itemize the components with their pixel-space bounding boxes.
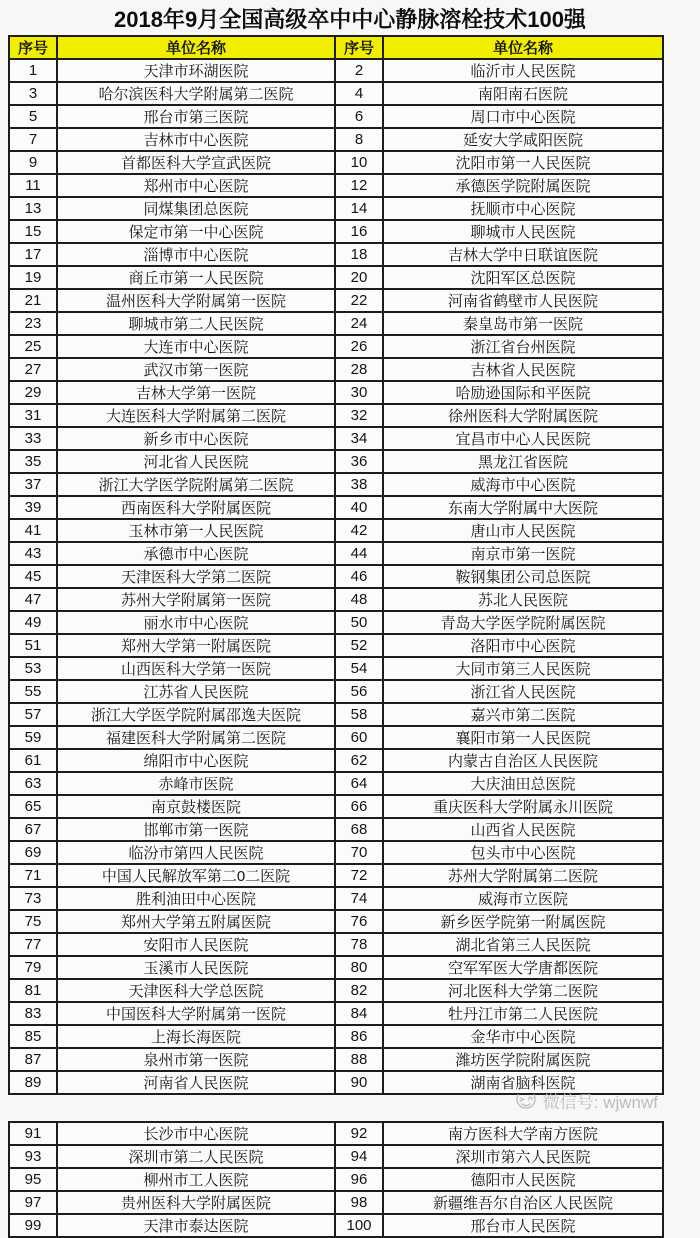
table-row bbox=[9, 59, 663, 82]
rank-cell: 74 bbox=[335, 887, 383, 910]
rank-cell: 54 bbox=[335, 657, 383, 680]
rank-cell: 66 bbox=[335, 795, 383, 818]
rank-cell: 45 bbox=[9, 565, 57, 588]
hospital-name-cell: 郑州大学第五附属医院 bbox=[57, 910, 335, 933]
hospital-name-cell: 邯郸市第一医院 bbox=[57, 818, 335, 841]
hospital-name-cell: 河北省人民医院 bbox=[57, 450, 335, 473]
table-row bbox=[9, 565, 663, 588]
rank-cell: 1 bbox=[9, 59, 57, 82]
rank-cell: 69 bbox=[9, 841, 57, 864]
table-row bbox=[9, 404, 663, 427]
rank-cell: 31 bbox=[9, 404, 57, 427]
hospital-name-cell: 威海市立医院 bbox=[383, 887, 663, 910]
hospital-name-cell: 牡丹江市第二人民医院 bbox=[383, 1002, 663, 1025]
hospital-name-cell: 大连市中心医院 bbox=[57, 335, 335, 358]
hospital-name-cell: 浙江大学医学院附属第二医院 bbox=[57, 473, 335, 496]
rank-cell: 94 bbox=[335, 1145, 383, 1168]
rank-cell: 63 bbox=[9, 772, 57, 795]
hospital-name-cell: 中国人民解放军第二0二医院 bbox=[57, 864, 335, 887]
rank-cell: 24 bbox=[335, 312, 383, 335]
hospital-name-cell: 大同市第三人民医院 bbox=[383, 657, 663, 680]
table-row bbox=[9, 772, 663, 795]
rank-cell: 17 bbox=[9, 243, 57, 266]
hospital-name-cell: 胜利油田中心医院 bbox=[57, 887, 335, 910]
hospital-name-cell: 襄阳市第一人民医院 bbox=[383, 726, 663, 749]
hospital-name-cell: 宜昌市中心人民医院 bbox=[383, 427, 663, 450]
column-header-rank-right: 序号 bbox=[335, 36, 383, 59]
hospital-name-cell: 邢台市人民医院 bbox=[383, 1214, 663, 1237]
rank-cell: 84 bbox=[335, 1002, 383, 1025]
hospital-name-cell: 湖南省脑科医院 bbox=[383, 1071, 663, 1094]
hospital-name-cell: 承德医学院附属医院 bbox=[383, 174, 663, 197]
hospital-name-cell: 潍坊医学院附属医院 bbox=[383, 1048, 663, 1071]
rank-cell: 42 bbox=[335, 519, 383, 542]
rank-cell: 64 bbox=[335, 772, 383, 795]
hospital-name-cell: 温州医科大学附属第一医院 bbox=[57, 289, 335, 312]
hospital-name-cell: 新疆维吾尔自治区人民医院 bbox=[383, 1191, 663, 1214]
hospital-name-cell: 德阳市人民医院 bbox=[383, 1168, 663, 1191]
hospital-name-cell: 南阳南石医院 bbox=[383, 82, 663, 105]
rank-cell: 11 bbox=[9, 174, 57, 197]
hospital-name-cell: 天津医科大学第二医院 bbox=[57, 565, 335, 588]
table-row bbox=[9, 1214, 663, 1237]
table-row bbox=[9, 105, 663, 128]
hospital-name-cell: 江苏省人民医院 bbox=[57, 680, 335, 703]
hospital-name-cell: 唐山市人民医院 bbox=[383, 519, 663, 542]
rank-cell: 40 bbox=[335, 496, 383, 519]
rank-cell: 89 bbox=[9, 1071, 57, 1094]
hospital-name-cell: 上海长海医院 bbox=[57, 1025, 335, 1048]
rank-cell: 30 bbox=[335, 381, 383, 404]
table-row bbox=[9, 979, 663, 1002]
table-row bbox=[9, 243, 663, 266]
rank-cell: 35 bbox=[9, 450, 57, 473]
rank-cell: 78 bbox=[335, 933, 383, 956]
hospital-name-cell: 玉溪市人民医院 bbox=[57, 956, 335, 979]
hospital-name-cell: 天津医科大学总医院 bbox=[57, 979, 335, 1002]
hospital-name-cell: 泉州市第一医院 bbox=[57, 1048, 335, 1071]
hospital-name-cell: 柳州市工人医院 bbox=[57, 1168, 335, 1191]
table-row bbox=[9, 473, 663, 496]
table-row bbox=[9, 933, 663, 956]
rank-cell: 92 bbox=[335, 1122, 383, 1145]
rank-cell: 21 bbox=[9, 289, 57, 312]
table-row bbox=[9, 1191, 663, 1214]
hospital-name-cell: 武汉市第一医院 bbox=[57, 358, 335, 381]
rank-cell: 25 bbox=[9, 335, 57, 358]
rank-cell: 67 bbox=[9, 818, 57, 841]
hospital-name-cell: 包头市中心医院 bbox=[383, 841, 663, 864]
rank-cell: 27 bbox=[9, 358, 57, 381]
hospital-name-cell: 鞍钢集团公司总医院 bbox=[383, 565, 663, 588]
table-row bbox=[9, 496, 663, 519]
table-row bbox=[9, 680, 663, 703]
hospital-name-cell: 嘉兴市第二医院 bbox=[383, 703, 663, 726]
hospital-name-cell: 南京鼓楼医院 bbox=[57, 795, 335, 818]
hospital-name-cell: 新乡医学院第一附属医院 bbox=[383, 910, 663, 933]
hospital-name-cell: 聊城市第二人民医院 bbox=[57, 312, 335, 335]
rank-cell: 96 bbox=[335, 1168, 383, 1191]
table-row bbox=[9, 312, 663, 335]
hospital-name-cell: 新乡市中心医院 bbox=[57, 427, 335, 450]
rank-cell: 87 bbox=[9, 1048, 57, 1071]
rank-cell: 79 bbox=[9, 956, 57, 979]
table-row bbox=[9, 887, 663, 910]
rank-cell: 65 bbox=[9, 795, 57, 818]
table-row bbox=[9, 749, 663, 772]
table-row bbox=[9, 1002, 663, 1025]
rank-cell: 7 bbox=[9, 128, 57, 151]
table-row bbox=[9, 542, 663, 565]
rank-cell: 48 bbox=[335, 588, 383, 611]
table-row bbox=[9, 657, 663, 680]
rank-cell: 70 bbox=[335, 841, 383, 864]
hospital-name-cell: 保定市第一中心医院 bbox=[57, 220, 335, 243]
hospital-name-cell: 秦皇岛市第一医院 bbox=[383, 312, 663, 335]
hospital-name-cell: 哈励逊国际和平医院 bbox=[383, 381, 663, 404]
rank-cell: 28 bbox=[335, 358, 383, 381]
hospital-name-cell: 山西医科大学第一医院 bbox=[57, 657, 335, 680]
hospital-name-cell: 河南省鹤壁市人民医院 bbox=[383, 289, 663, 312]
rank-cell: 73 bbox=[9, 887, 57, 910]
rank-cell: 91 bbox=[9, 1122, 57, 1145]
hospital-name-cell: 河北医科大学第二医院 bbox=[383, 979, 663, 1002]
rank-cell: 36 bbox=[335, 450, 383, 473]
rank-cell: 71 bbox=[9, 864, 57, 887]
table-row bbox=[9, 1145, 663, 1168]
table-row bbox=[9, 1122, 663, 1145]
column-header-rank-left: 序号 bbox=[9, 36, 57, 59]
rank-cell: 38 bbox=[335, 473, 383, 496]
hospital-name-cell: 空军军医大学唐都医院 bbox=[383, 956, 663, 979]
rank-cell: 14 bbox=[335, 197, 383, 220]
rank-cell: 18 bbox=[335, 243, 383, 266]
rank-cell: 57 bbox=[9, 703, 57, 726]
table-row bbox=[9, 335, 663, 358]
table-row bbox=[9, 128, 663, 151]
hospital-name-cell: 东南大学附属中大医院 bbox=[383, 496, 663, 519]
hospital-name-cell: 浙江省人民医院 bbox=[383, 680, 663, 703]
hospital-name-cell: 天津市泰达医院 bbox=[57, 1214, 335, 1237]
rank-cell: 76 bbox=[335, 910, 383, 933]
hospital-name-cell: 西南医科大学附属医院 bbox=[57, 496, 335, 519]
rank-cell: 37 bbox=[9, 473, 57, 496]
rank-cell: 61 bbox=[9, 749, 57, 772]
hospital-name-cell: 周口市中心医院 bbox=[383, 105, 663, 128]
table-row bbox=[9, 818, 663, 841]
rank-cell: 98 bbox=[335, 1191, 383, 1214]
rank-cell: 2 bbox=[335, 59, 383, 82]
hospital-name-cell: 安阳市人民医院 bbox=[57, 933, 335, 956]
hospital-name-cell: 贵州医科大学附属医院 bbox=[57, 1191, 335, 1214]
hospital-name-cell: 天津市环湖医院 bbox=[57, 59, 335, 82]
hospital-name-cell: 河南省人民医院 bbox=[57, 1071, 335, 1094]
hospital-name-cell: 沈阳市第一人民医院 bbox=[383, 151, 663, 174]
rank-cell: 51 bbox=[9, 634, 57, 657]
hospital-name-cell: 临沂市人民医院 bbox=[383, 59, 663, 82]
rank-cell: 19 bbox=[9, 266, 57, 289]
table-row bbox=[9, 266, 663, 289]
hospital-name-cell: 山西省人民医院 bbox=[383, 818, 663, 841]
hospital-name-cell: 沈阳军区总医院 bbox=[383, 266, 663, 289]
hospital-name-cell: 吉林大学第一医院 bbox=[57, 381, 335, 404]
rank-cell: 53 bbox=[9, 657, 57, 680]
rank-cell: 9 bbox=[9, 151, 57, 174]
hospital-name-cell: 聊城市人民医院 bbox=[383, 220, 663, 243]
table-row bbox=[9, 910, 663, 933]
rank-cell: 12 bbox=[335, 174, 383, 197]
ranking-table-bottom bbox=[8, 1121, 664, 1238]
hospital-name-cell: 南方医科大学南方医院 bbox=[383, 1122, 663, 1145]
hospital-name-cell: 延安大学咸阳医院 bbox=[383, 128, 663, 151]
hospital-name-cell: 吉林市中心医院 bbox=[57, 128, 335, 151]
hospital-name-cell: 苏州大学附属第二医院 bbox=[383, 864, 663, 887]
table-row bbox=[9, 82, 663, 105]
hospital-name-cell: 吉林大学中日联谊医院 bbox=[383, 243, 663, 266]
table-row bbox=[9, 611, 663, 634]
rank-cell: 49 bbox=[9, 611, 57, 634]
rank-cell: 22 bbox=[335, 289, 383, 312]
table-header-row bbox=[9, 36, 663, 59]
rank-cell: 26 bbox=[335, 335, 383, 358]
hospital-name-cell: 临汾市第四人民医院 bbox=[57, 841, 335, 864]
page-title: 2018年9月全国高级卒中中心静脉溶栓技术100强 bbox=[114, 7, 586, 32]
rank-cell: 90 bbox=[335, 1071, 383, 1094]
hospital-name-cell: 大连医科大学附属第二医院 bbox=[57, 404, 335, 427]
rank-cell: 39 bbox=[9, 496, 57, 519]
hospital-name-cell: 同煤集团总医院 bbox=[57, 197, 335, 220]
rank-cell: 81 bbox=[9, 979, 57, 1002]
rank-cell: 5 bbox=[9, 105, 57, 128]
rank-cell: 85 bbox=[9, 1025, 57, 1048]
watermark-label: 微信号: wjwnwf bbox=[542, 1093, 658, 1112]
rank-cell: 16 bbox=[335, 220, 383, 243]
rank-cell: 43 bbox=[9, 542, 57, 565]
rank-cell: 50 bbox=[335, 611, 383, 634]
table-row bbox=[9, 427, 663, 450]
rank-cell: 83 bbox=[9, 1002, 57, 1025]
rank-cell: 62 bbox=[335, 749, 383, 772]
rank-cell: 47 bbox=[9, 588, 57, 611]
rank-cell: 72 bbox=[335, 864, 383, 887]
table-row bbox=[9, 289, 663, 312]
rank-cell: 99 bbox=[9, 1214, 57, 1237]
rank-cell: 23 bbox=[9, 312, 57, 335]
ranking-table-main bbox=[8, 35, 664, 1095]
rank-cell: 34 bbox=[335, 427, 383, 450]
rank-cell: 15 bbox=[9, 220, 57, 243]
table-row bbox=[9, 197, 663, 220]
hospital-name-cell: 青岛大学医学院附属医院 bbox=[383, 611, 663, 634]
table-row bbox=[9, 841, 663, 864]
rank-cell: 93 bbox=[9, 1145, 57, 1168]
hospital-name-cell: 深圳市第六人民医院 bbox=[383, 1145, 663, 1168]
hospital-name-cell: 郑州市中心医院 bbox=[57, 174, 335, 197]
rank-cell: 58 bbox=[335, 703, 383, 726]
rank-cell: 88 bbox=[335, 1048, 383, 1071]
rank-cell: 4 bbox=[335, 82, 383, 105]
hospital-name-cell: 苏州大学附属第一医院 bbox=[57, 588, 335, 611]
rank-cell: 56 bbox=[335, 680, 383, 703]
hospital-name-cell: 丽水市中心医院 bbox=[57, 611, 335, 634]
rank-cell: 55 bbox=[9, 680, 57, 703]
table-row bbox=[9, 634, 663, 657]
rank-cell: 29 bbox=[9, 381, 57, 404]
hospital-name-cell: 福建医科大学附属第二医院 bbox=[57, 726, 335, 749]
hospital-name-cell: 承德市中心医院 bbox=[57, 542, 335, 565]
hospital-name-cell: 首都医科大学宣武医院 bbox=[57, 151, 335, 174]
hospital-name-cell: 赤峰市医院 bbox=[57, 772, 335, 795]
table-row bbox=[9, 703, 663, 726]
table-row bbox=[9, 588, 663, 611]
hospital-name-cell: 邢台市第三医院 bbox=[57, 105, 335, 128]
hospital-name-cell: 金华市中心医院 bbox=[383, 1025, 663, 1048]
rank-cell: 33 bbox=[9, 427, 57, 450]
rank-cell: 44 bbox=[335, 542, 383, 565]
table-row bbox=[9, 1048, 663, 1071]
table-row bbox=[9, 864, 663, 887]
hospital-name-cell: 长沙市中心医院 bbox=[57, 1122, 335, 1145]
rank-cell: 82 bbox=[335, 979, 383, 1002]
hospital-name-cell: 内蒙古自治区人民医院 bbox=[383, 749, 663, 772]
hospital-name-cell: 商丘市第一人民医院 bbox=[57, 266, 335, 289]
table-row bbox=[9, 1025, 663, 1048]
hospital-name-cell: 大庆油田总医院 bbox=[383, 772, 663, 795]
hospital-name-cell: 黑龙江省医院 bbox=[383, 450, 663, 473]
hospital-name-cell: 哈尔滨医科大学附属第二医院 bbox=[57, 82, 335, 105]
table-row bbox=[9, 174, 663, 197]
table-row bbox=[9, 519, 663, 542]
hospital-name-cell: 洛阳市中心医院 bbox=[383, 634, 663, 657]
rank-cell: 52 bbox=[335, 634, 383, 657]
hospital-name-cell: 抚顺市中心医院 bbox=[383, 197, 663, 220]
hospital-name-cell: 南京市第一医院 bbox=[383, 542, 663, 565]
table-row bbox=[9, 795, 663, 818]
table-row bbox=[9, 726, 663, 749]
rank-cell: 97 bbox=[9, 1191, 57, 1214]
wechat-emoji-icon bbox=[514, 1090, 538, 1112]
rank-cell: 95 bbox=[9, 1168, 57, 1191]
hospital-name-cell: 浙江大学医学院附属邵逸夫医院 bbox=[57, 703, 335, 726]
hospital-name-cell: 郑州大学第一附属医院 bbox=[57, 634, 335, 657]
rank-cell: 75 bbox=[9, 910, 57, 933]
rank-cell: 100 bbox=[335, 1214, 383, 1237]
rank-cell: 20 bbox=[335, 266, 383, 289]
rank-cell: 8 bbox=[335, 128, 383, 151]
rank-cell: 60 bbox=[335, 726, 383, 749]
table-row bbox=[9, 381, 663, 404]
rank-cell: 3 bbox=[9, 82, 57, 105]
table-row bbox=[9, 956, 663, 979]
rank-cell: 10 bbox=[335, 151, 383, 174]
table-row bbox=[9, 358, 663, 381]
rank-cell: 46 bbox=[335, 565, 383, 588]
hospital-name-cell: 重庆医科大学附属永川医院 bbox=[383, 795, 663, 818]
rank-cell: 32 bbox=[335, 404, 383, 427]
hospital-name-cell: 徐州医科大学附属医院 bbox=[383, 404, 663, 427]
rank-cell: 68 bbox=[335, 818, 383, 841]
table-row bbox=[9, 220, 663, 243]
hospital-name-cell: 深圳市第二人民医院 bbox=[57, 1145, 335, 1168]
column-header-name-right: 单位名称 bbox=[383, 36, 663, 59]
hospital-name-cell: 中国医科大学附属第一医院 bbox=[57, 1002, 335, 1025]
rank-cell: 13 bbox=[9, 197, 57, 220]
rank-cell: 86 bbox=[335, 1025, 383, 1048]
hospital-name-cell: 玉林市第一人民医院 bbox=[57, 519, 335, 542]
hospital-name-cell: 浙江省台州医院 bbox=[383, 335, 663, 358]
column-header-name-left: 单位名称 bbox=[57, 36, 335, 59]
hospital-name-cell: 威海市中心医院 bbox=[383, 473, 663, 496]
hospital-name-cell: 绵阳市中心医院 bbox=[57, 749, 335, 772]
rank-cell: 59 bbox=[9, 726, 57, 749]
rank-cell: 77 bbox=[9, 933, 57, 956]
hospital-name-cell: 淄博市中心医院 bbox=[57, 243, 335, 266]
table-row bbox=[9, 151, 663, 174]
watermark bbox=[514, 1088, 658, 1113]
rank-cell: 80 bbox=[335, 956, 383, 979]
hospital-name-cell: 吉林省人民医院 bbox=[383, 358, 663, 381]
table-row bbox=[9, 1168, 663, 1191]
hospital-name-cell: 湖北省第三人民医院 bbox=[383, 933, 663, 956]
hospital-name-cell: 苏北人民医院 bbox=[383, 588, 663, 611]
rank-cell: 6 bbox=[335, 105, 383, 128]
rank-cell: 41 bbox=[9, 519, 57, 542]
table-row bbox=[9, 450, 663, 473]
